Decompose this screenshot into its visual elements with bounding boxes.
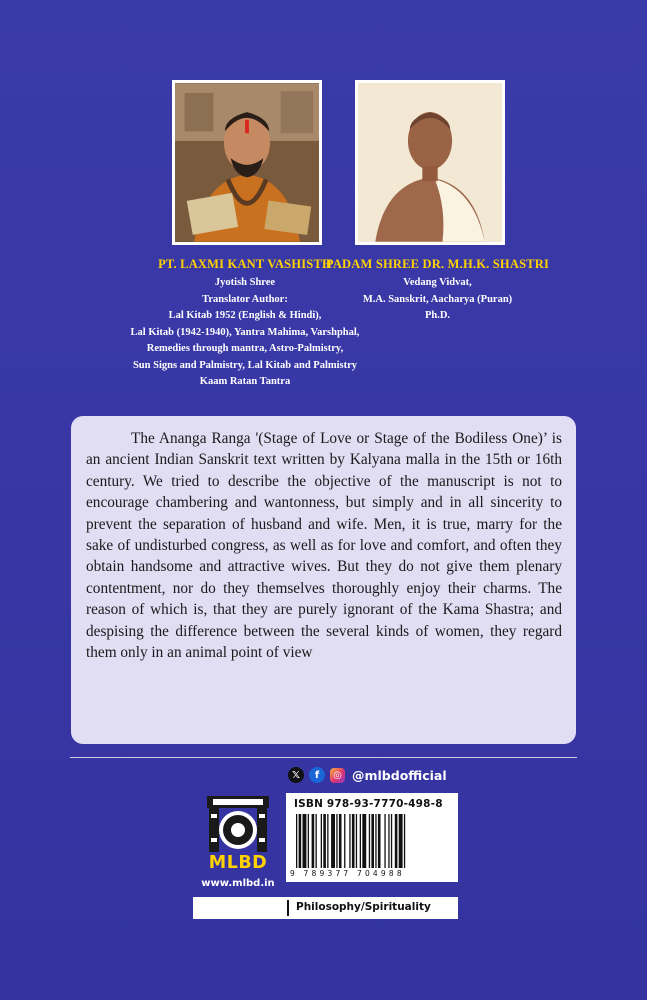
publisher-name: MLBD: [208, 853, 268, 873]
author-line: Lal Kitab 1952 (English & Hindi),: [168, 310, 322, 321]
author-line: Vedang Vidvat,: [403, 277, 472, 288]
instagram-icon[interactable]: ◎: [330, 768, 345, 783]
author-line: Jyotish Shree: [214, 277, 276, 288]
divider: [70, 757, 577, 758]
author-line: Lal Kitab (1942-1940), Yantra Mahima, Varshphal,: [130, 326, 360, 338]
category-label: Philosophy/Spirituality: [296, 901, 431, 913]
author-line: M.A. Sanskrit, Aacharya (Puran): [362, 293, 513, 305]
facebook-icon[interactable]: f: [309, 767, 325, 783]
author-line: Kaam Ratan Tantra: [199, 376, 291, 387]
barcode-digits: 9 789377 704988: [290, 869, 405, 878]
author-name-left: PT. LAXMI KANT VASHISTH: [158, 257, 332, 271]
author-line: Sun Signs and Palmistry, Lal Kitab and Palmistry: [132, 359, 358, 371]
publisher-logo: [205, 794, 271, 856]
category-separator: [287, 900, 289, 916]
author-photo-mhk-shastri: [355, 80, 505, 245]
description-box: [71, 416, 576, 744]
author-photo-laxmi-kant-vashisth: [172, 80, 322, 245]
author-name-right: PADAM SHREE DR. M.H.K. SHASTRI: [325, 257, 550, 271]
x-icon[interactable]: 𝕏: [288, 767, 304, 783]
author-line: Ph.D.: [424, 310, 451, 321]
author-line: Remedies through mantra, Astro-Palmistry,: [146, 343, 344, 354]
publisher-url[interactable]: www.mlbd.in: [201, 878, 275, 889]
isbn-text: ISBN 978-93-7770-498-8: [294, 798, 443, 810]
author-credits-right: [320, 257, 555, 325]
social-handle[interactable]: @mlbdofficial: [352, 767, 447, 783]
barcode: [294, 814, 450, 868]
category-box: [193, 897, 458, 919]
isbn-barcode-box: [286, 793, 458, 882]
author-line: Translator Author:: [202, 293, 288, 305]
description-text: The Ananga Ranga '(Stage of Love or Stage of the Bodiless One)’ is an ancient Indian Sanskrit text written by Kalyana malla in the 15th or 16th century. We tried to describe the objective of the manuscript is not to encourage chambering and wantonness, but simply and in all sincerity to prevent the separation of husband and wife. Men, it is true, marry for the sake of undisturbed congress, as well as for love and comfort, and often they obtain handsome and attractive wives. But they do not give them plenary contentment, nor do they themselves thoroughly enjoy their charms. The reason of which is, that they are purely ignorant of the Kama Shastra; and despising the difference between the several kinds of women, they regard them only in an animal point of view: [86, 430, 562, 662]
social-row: [288, 767, 447, 783]
